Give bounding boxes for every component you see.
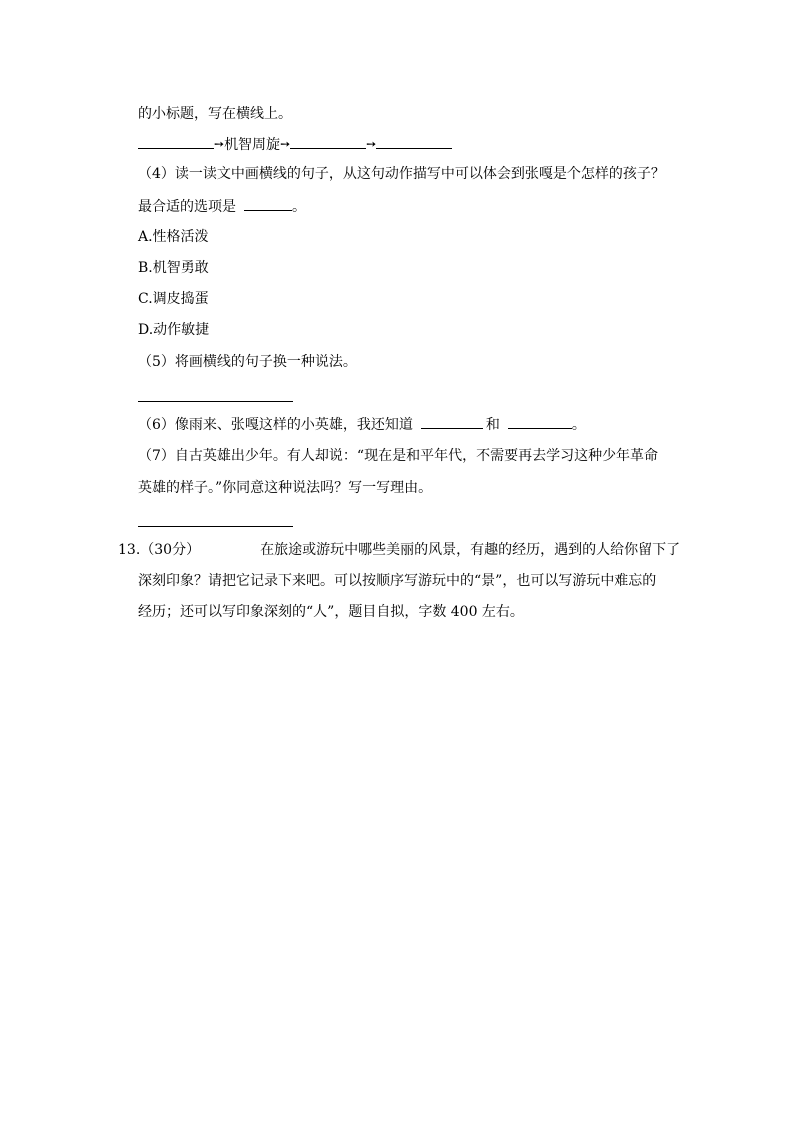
q13-number: 13. xyxy=(118,542,141,558)
q7-answer-line[interactable] xyxy=(138,526,293,527)
q7-line1 xyxy=(138,446,658,466)
option-d-label: D.动作敏捷 xyxy=(138,322,210,338)
q4-answer-blank[interactable] xyxy=(244,196,292,211)
option-d[interactable] xyxy=(138,320,209,340)
q7-prompt-2: 英雄的样子。”你同意这种说法吗？写一写理由。 xyxy=(138,480,433,496)
q4-line1 xyxy=(138,164,665,184)
q13-score: （30分） xyxy=(140,542,201,558)
option-a[interactable] xyxy=(138,227,209,247)
q13-line2 xyxy=(138,571,656,591)
subtitle-instruction xyxy=(138,104,292,124)
option-b-label: B.机智勇敢 xyxy=(138,260,209,276)
q6-blank-1[interactable] xyxy=(421,414,483,429)
subtitle-blank-1[interactable] xyxy=(138,134,214,149)
q5-prompt xyxy=(138,352,357,372)
option-a-label: A.性格活泼 xyxy=(138,229,209,245)
q4-prompt: （4）读一读文中画横线的句子，从这句动作描写中可以体会到张嘎是个怎样的孩子？ xyxy=(138,166,665,182)
q7-line2 xyxy=(138,478,432,498)
subtitle-blank-3[interactable] xyxy=(376,134,452,149)
q6-prompt: （6）像雨来、张嘎这样的小英雄，我还知道 xyxy=(138,417,413,433)
option-c-label: C.调皮捣蛋 xyxy=(138,291,209,307)
subtitle-instruction-text: 的小标题，写在横线上。 xyxy=(138,106,292,122)
q6-blank-2[interactable] xyxy=(508,414,572,429)
q5-answer-line[interactable] xyxy=(138,401,293,402)
q13-prompt-2: 深刻印象？请把它记录下来吧。可以按顺序写游玩中的“景”，也可以写游玩中难忘的 xyxy=(138,573,657,589)
arrow-right-icon: ➙ xyxy=(214,137,225,151)
q4-line2 xyxy=(138,196,306,216)
subtitle-fill-middle: 机智周旋 xyxy=(224,137,281,153)
arrow-right-icon: ➙ xyxy=(366,137,377,151)
subtitle-blank-2[interactable] xyxy=(290,134,366,149)
q7-prompt-1: （7）自古英雄出少年。有人却说：“现在是和平年代，不需要再去学习这种少年革命 xyxy=(138,448,659,464)
subtitle-fill-row xyxy=(138,134,452,154)
q4-answer-label: 最合适的选项是 xyxy=(138,199,236,215)
q13-prompt-3: 经历；还可以写印象深刻的“人”，题目自拟，字数 400 左右。 xyxy=(138,604,524,620)
q4-period: 。 xyxy=(292,199,306,215)
q13-line3 xyxy=(138,602,524,622)
q13-prompt-1: 在旅途或游玩中哪些美丽的风景，有趣的经历，遇到的人给你留下了 xyxy=(260,542,681,558)
q6-period: 。 xyxy=(571,417,586,433)
q6-and: 和 xyxy=(485,417,500,433)
q6-row xyxy=(138,414,586,434)
arrow-right-icon: ➙ xyxy=(280,137,291,151)
q5-prompt-text: （5）将画横线的句子换一种说法。 xyxy=(138,354,357,370)
option-b[interactable] xyxy=(138,258,209,278)
q13-line1 xyxy=(118,540,680,560)
option-c[interactable] xyxy=(138,289,209,309)
